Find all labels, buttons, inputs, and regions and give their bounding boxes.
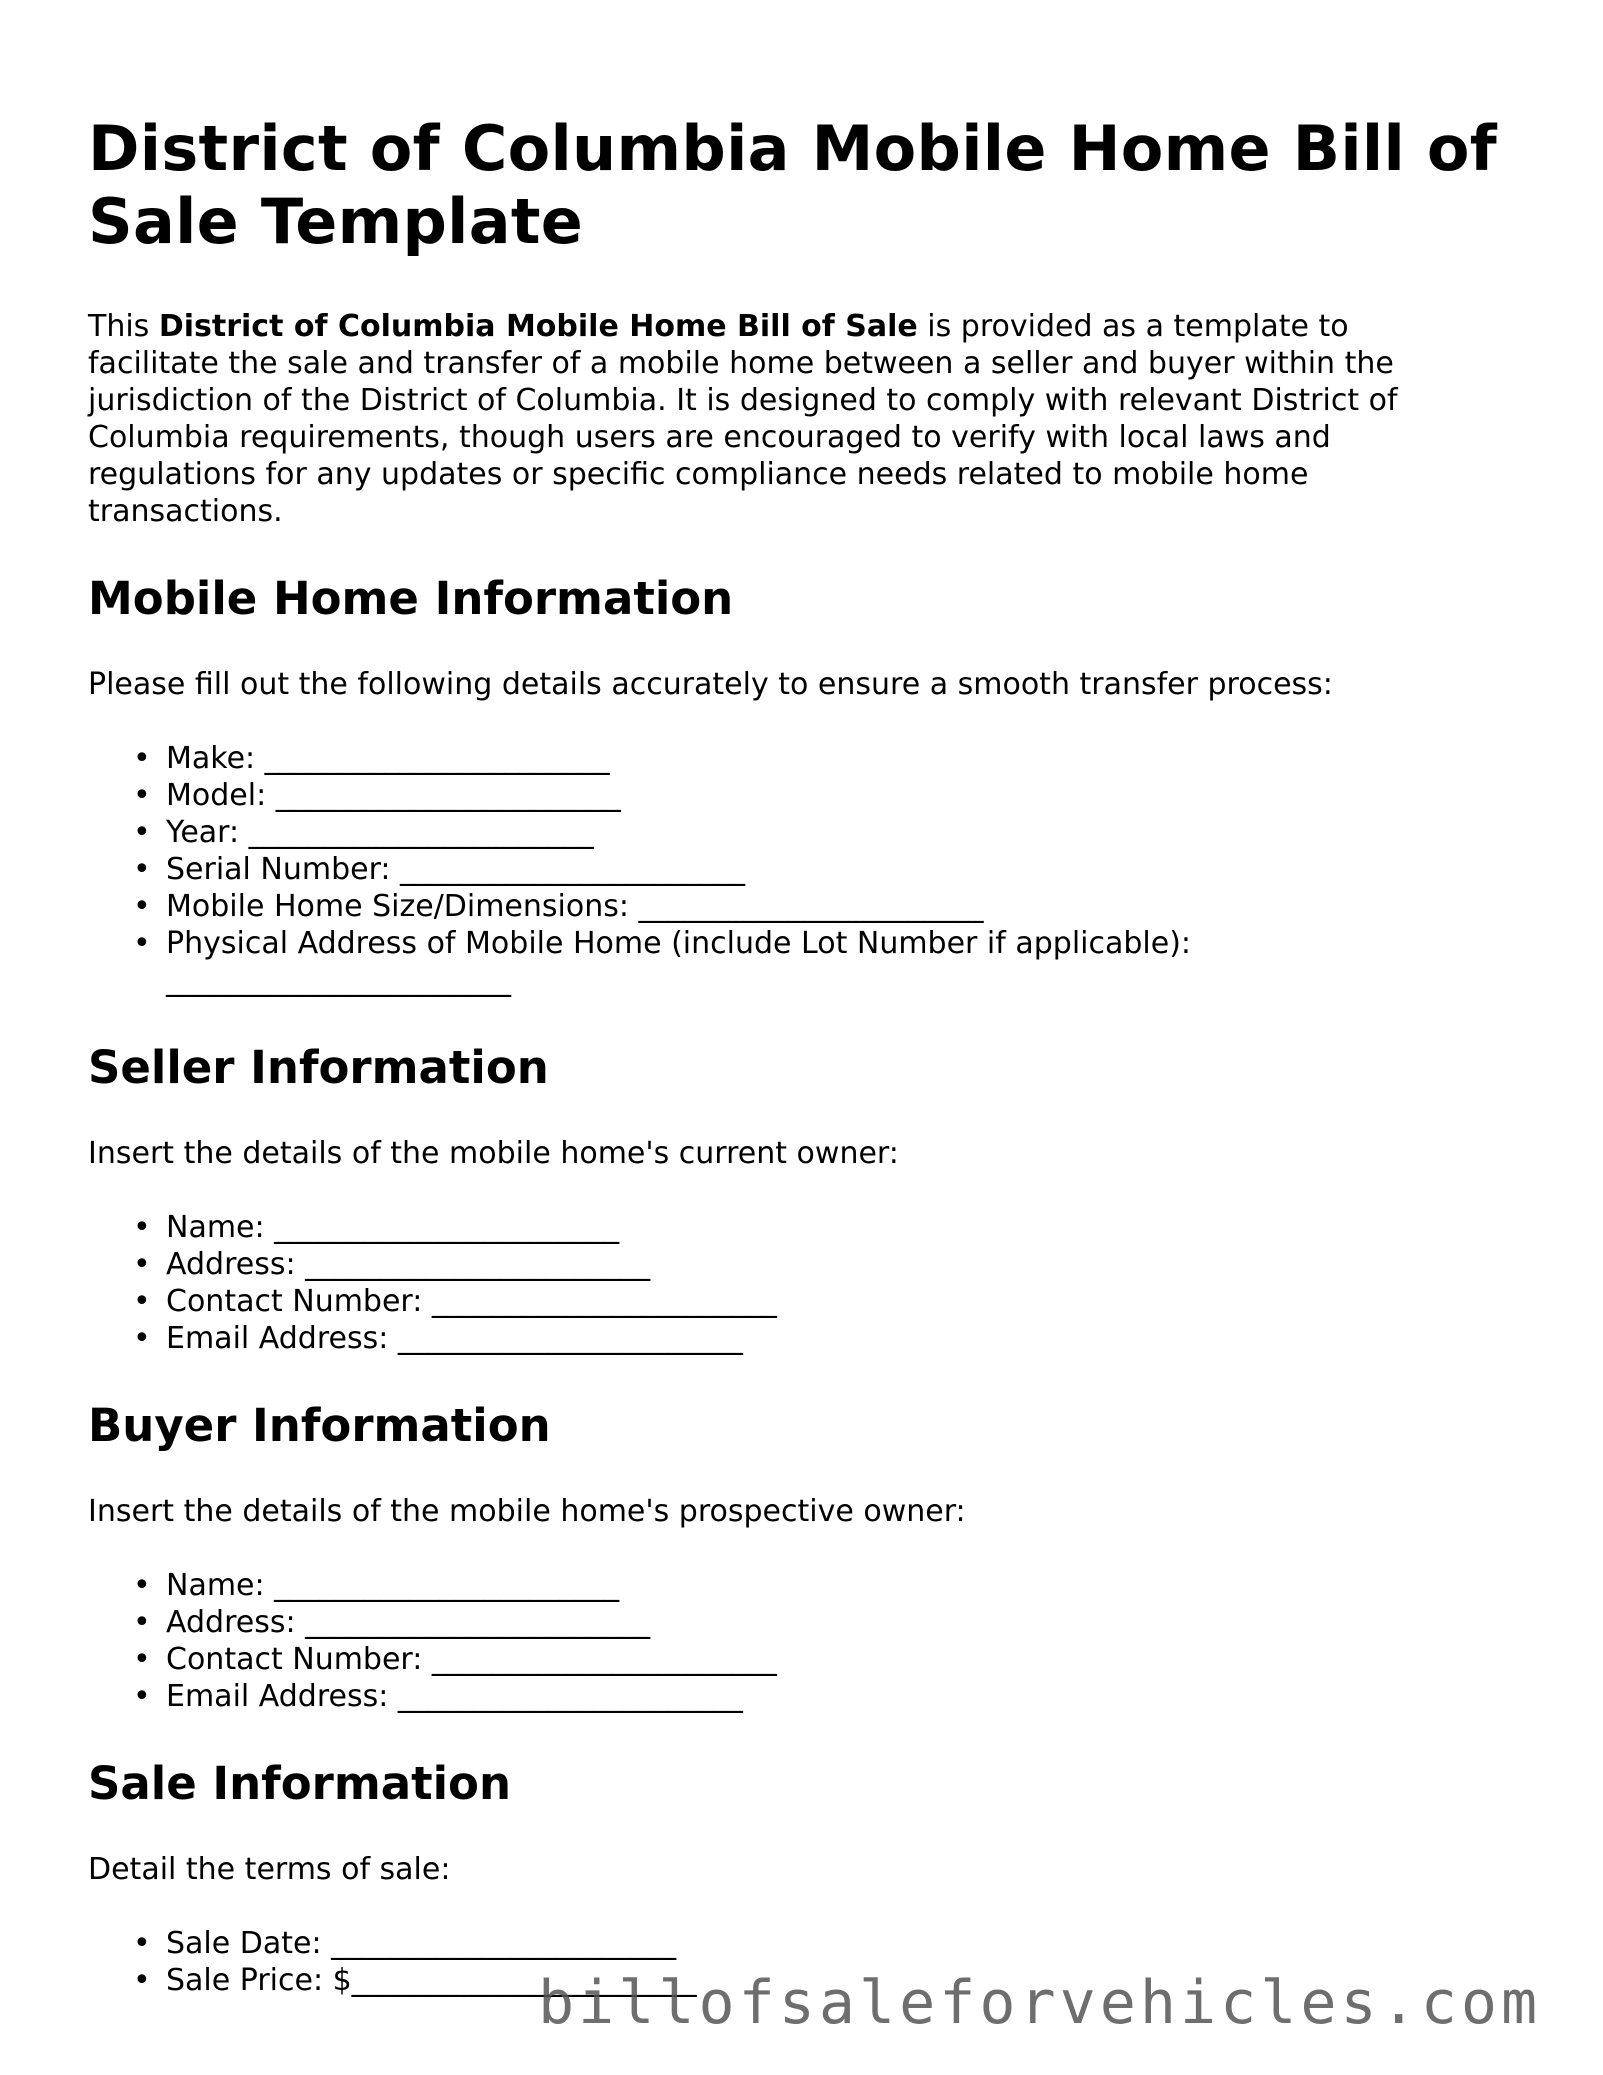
- list-item: • Name: _______________________: [166, 1567, 1528, 1604]
- sale-heading: Sale Information: [88, 1757, 511, 1810]
- list-item: • Contact Number: _______________________: [166, 1641, 1528, 1678]
- seller-list: [88, 1209, 1528, 1357]
- mobile-home-lead: Please fill out the following details accurately to ensure a smooth transfer process:: [88, 667, 1333, 702]
- list-item: • Make: _______________________: [166, 740, 1528, 777]
- sale-lead: Detail the terms of sale:: [88, 1852, 451, 1887]
- buyer-heading: Buyer Information: [88, 1399, 551, 1452]
- list-item: • Email Address: _______________________: [166, 1320, 1528, 1357]
- seller-heading: Seller Information: [88, 1041, 549, 1094]
- document-title: District of Columbia Mobile Home Bill of Sale Template: [88, 112, 1498, 258]
- list-item: • Name: _______________________: [166, 1209, 1528, 1246]
- list-item: • Model: _______________________: [166, 777, 1528, 814]
- intro-suffix: is provided as a template to facilitate the sale and transfer of a mobile home between a seller and buyer within the jurisdiction of the District of Columbia. It is designed to comply with relevant District of Columbia requirements, though users are encouraged to verify with local laws and regulations for any updates or specific compliance needs related to mobile home transactions.: [88, 309, 1398, 529]
- intro-bold: District of Columbia Mobile Home Bill of Sale: [158, 309, 918, 344]
- list-item: • Serial Number: _______________________: [166, 851, 1528, 888]
- list-item: • Physical Address of Mobile Home (include Lot Number if applicable): _______________________: [166, 925, 1528, 999]
- buyer-list: [88, 1567, 1528, 1715]
- list-item: • Address: _______________________: [166, 1246, 1528, 1283]
- list-item: • Address: _______________________: [166, 1604, 1528, 1641]
- document-page: [88, 112, 1528, 1999]
- list-item: • Email Address: _______________________: [166, 1678, 1528, 1715]
- list-item: • Mobile Home Size/Dimensions: _______________________: [166, 888, 1528, 925]
- list-item: • Sale Date: _______________________: [166, 1925, 1528, 1962]
- seller-lead: Insert the details of the mobile home's current owner:: [88, 1136, 899, 1171]
- mobile-home-list: [88, 740, 1528, 999]
- list-item: • Sale Price: $_______________________: [166, 1962, 1528, 1999]
- buyer-lead: Insert the details of the mobile home's prospective owner:: [88, 1494, 966, 1529]
- intro-prefix: This: [88, 309, 159, 344]
- site-watermark: billofsaleforvehicles.com: [538, 1968, 1542, 2038]
- list-item: • Year: _______________________: [166, 814, 1528, 851]
- list-item: • Contact Number: _______________________: [166, 1283, 1528, 1320]
- mobile-home-heading: Mobile Home Information: [88, 572, 734, 625]
- intro-paragraph: [88, 308, 1468, 530]
